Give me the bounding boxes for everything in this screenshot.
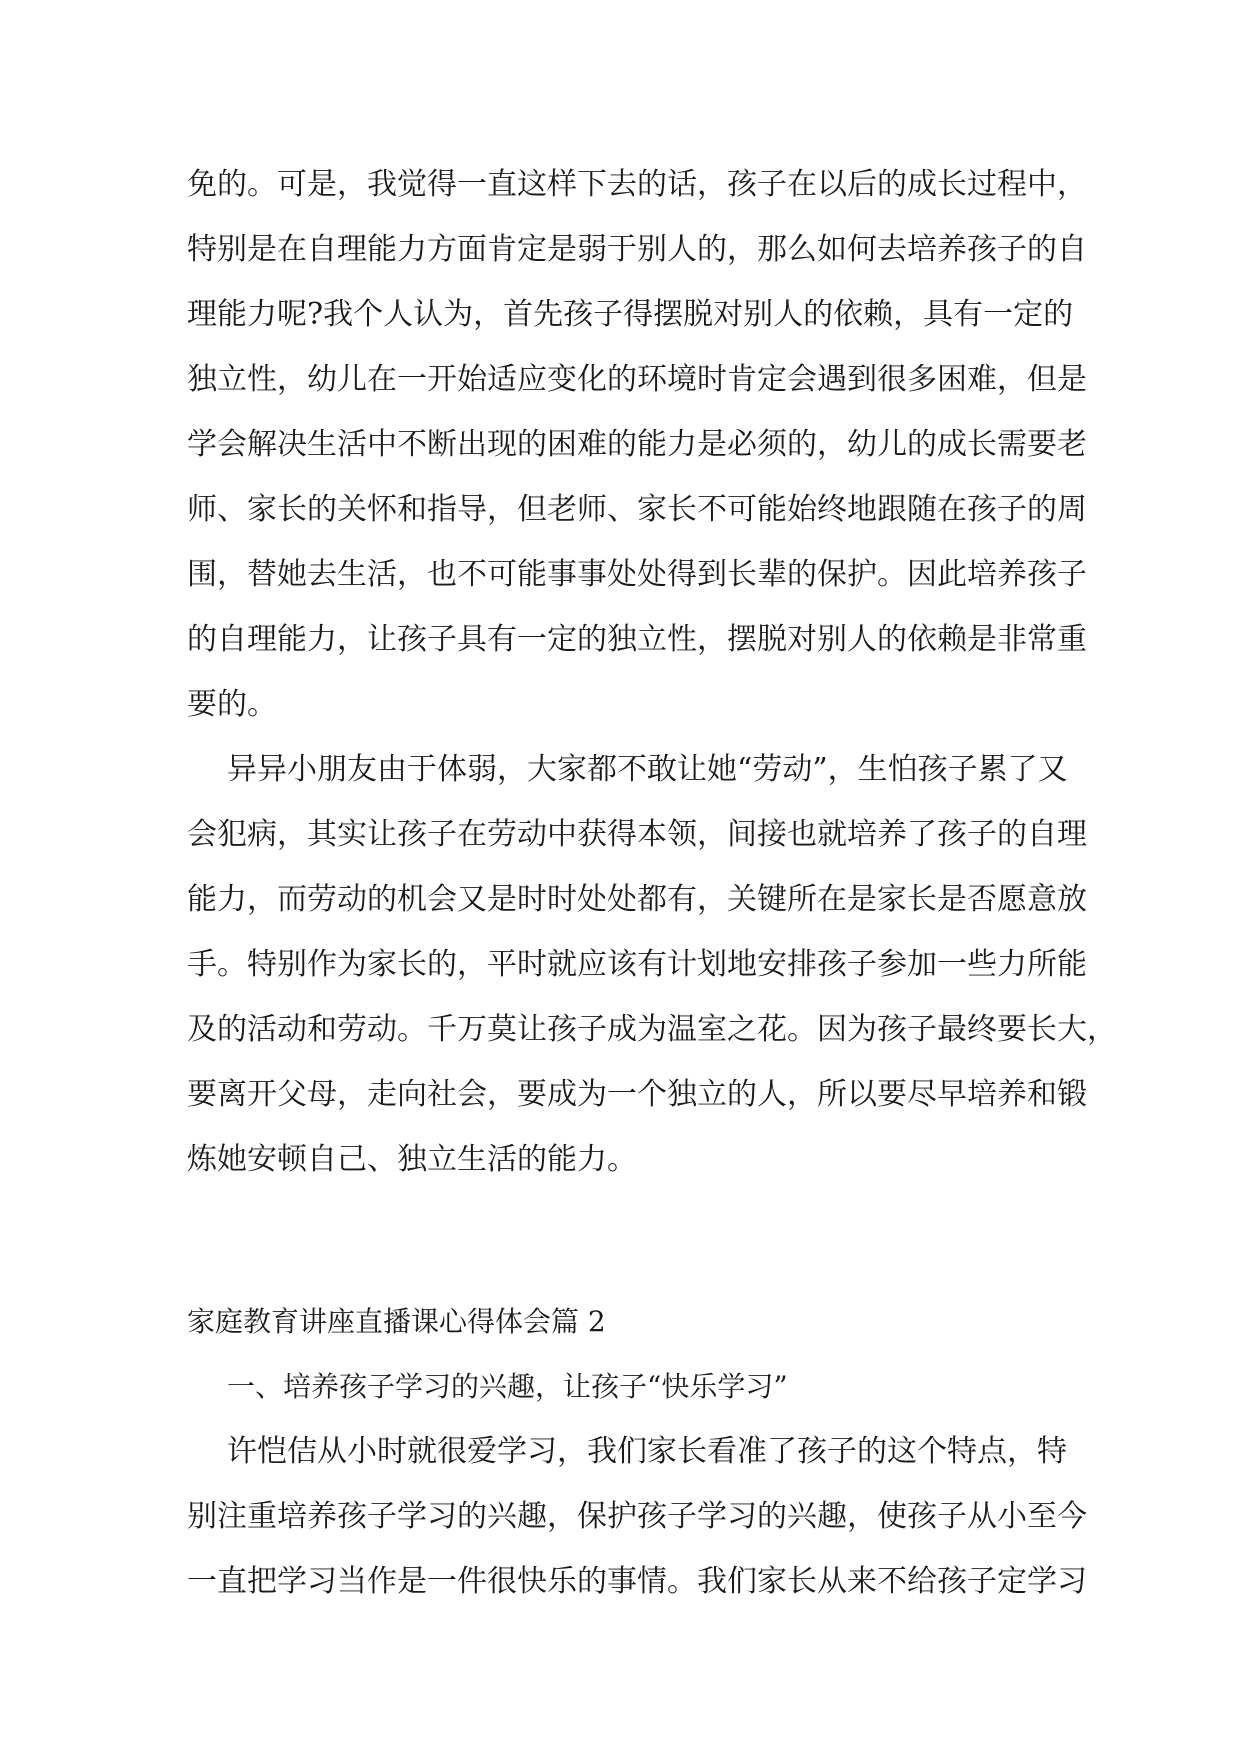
document-body: [187, 152, 1117, 1614]
text-line: 独立性，幼儿在一开始适应变化的环境时肯定会遇到很多困难，但是: [187, 362, 1087, 397]
text-line: 许恺佶从小时就很爱学习，我们家长看准了孩子的这个特点，特: [227, 1434, 1067, 1469]
text-line: 要离开父母，走向社会，要成为一个独立的人，所以要尽早培养和锻: [187, 1077, 1087, 1112]
paragraph-learning-interest: [187, 1419, 1087, 1614]
text-line: 异异小朋友由于体弱，大家都不敢让她“劳动”，生怕孩子累了又: [227, 752, 1068, 787]
text-line: 及的活动和劳动。千万莫让孩子成为温室之花。因为孩子最终要长大，: [187, 1012, 1117, 1047]
text-line: 师、家长的关怀和指导，但老师、家长不可能始终地跟随在孩子的周: [187, 492, 1087, 527]
text-line: 免的。可是，我觉得一直这样下去的话，孩子在以后的成长过程中，: [187, 167, 1087, 202]
text-line: 会犯病，其实让孩子在劳动中获得本领，间接也就培养了孩子的自理: [187, 817, 1087, 852]
paragraph-self-reliance: [187, 152, 1087, 737]
text-line: 理能力呢?我个人认为，首先孩子得摆脱对别人的依赖，具有一定的: [187, 297, 1074, 332]
text-line: 围，替她去生活，也不可能事事处处得到长辈的保护。因此培养孩子: [187, 557, 1087, 592]
text-line: 炼她安顿自己、独立生活的能力。: [187, 1142, 637, 1177]
text-line: 特别是在自理能力方面肯定是弱于别人的，那么如何去培养孩子的自: [187, 232, 1087, 267]
text-line: 手。特别作为家长的，平时就应该有计划地安排孩子参加一些力所能: [187, 947, 1087, 982]
paragraph-labor: [187, 737, 1117, 1192]
text-line: 的自理能力，让孩子具有一定的独立性，摆脱对别人的依赖是非常重: [187, 622, 1087, 657]
text-line: 一直把学习当作是一件很快乐的事情。我们家长从来不给孩子定学习: [187, 1564, 1087, 1599]
text-line: 别注重培养孩子学习的兴趣，保护孩子学习的兴趣，使孩子从小至今: [187, 1499, 1087, 1534]
text-line: 能力，而劳动的机会又是时时处处都有，关键所在是家长是否愿意放: [187, 882, 1087, 917]
subheading: 一、培养孩子学习的兴趣，让孩子“快乐学习”: [227, 1370, 788, 1403]
section-spacer: [187, 1192, 1067, 1289]
section-title: 家庭教育讲座直播课心得体会篇 2: [187, 1305, 606, 1338]
text-line: 要的。: [187, 687, 277, 722]
text-line: 学会解决生活中不断出现的困难的能力是必须的，幼儿的成长需要老: [187, 427, 1087, 462]
